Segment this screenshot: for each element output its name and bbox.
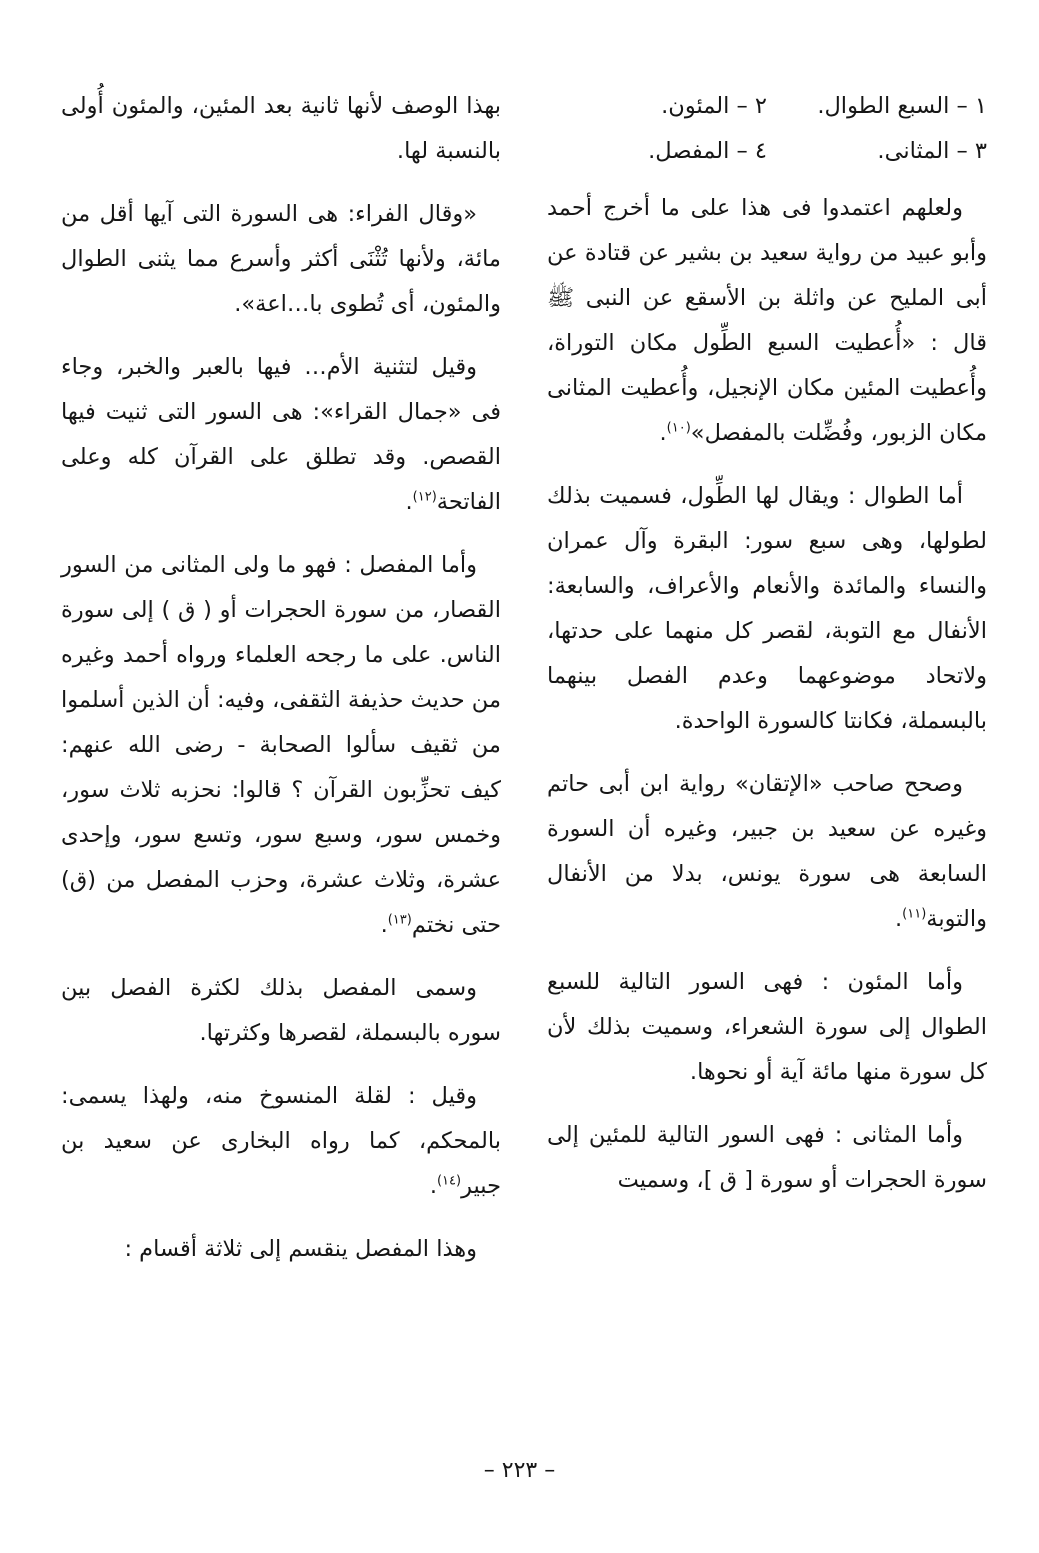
paragraph-text: وهذا المفصل ينقسم إلى ثلاثة أقسام : [124,1236,477,1262]
paragraph [547,960,987,1095]
paragraph-end: . [405,489,413,515]
paragraph-text: أما الطوال : ويقال لها الطِّول، فسميت بذلك لطولها، وهى سبع سور: البقرة وآل عمران والنساء والمائدة والأنعام والأعراف، والسابعة: الأنفال مع التوبة، لقصر كل منهما على حدتها، ولاتحاد موضوعهما وعدم الفصل بينهما بالبسملة، فكانتا كالسورة الواحدة. [547,483,987,734]
footnote-ref: (١١) [902,906,927,922]
left-column [61,84,501,1290]
paragraph-end: . [895,906,903,932]
paragraph [61,345,501,525]
paragraph [61,84,501,174]
paragraph-text: وقيل : لقلة المنسوخ منه، ولهذا يسمى: بالمحكم، كما رواه البخارى عن سعيد بن جبير [61,1083,501,1199]
page-number: – ٢٢٣ – [483,1458,556,1483]
category-item-2: ٢ – المئون. [661,93,767,119]
paragraph-end: . [380,912,388,938]
paragraph-text: «وقال الفراء: هى السورة التى آيها أقل من مائة، ولأنها تُثْنَى أكثر وأسرع مما يثنى الطوال والمئون، أى تُطوى با…اعة». [61,201,501,317]
category-item-3: ٣ – المثانى. [877,138,987,164]
paragraph [547,474,987,744]
paragraph [61,543,501,948]
category-item-4: ٤ – المفصل. [648,138,767,164]
paragraph [547,186,987,456]
footnote-ref: (١٢) [412,489,437,505]
paragraph-text: وصحح صاحب «الإتقان» رواية ابن أبى حاتم وغيره عن سعيد بن جبير، وغيره أن السورة السابعة هى سورة يونس، بدلا من الأنفال والتوبة [547,771,987,932]
paragraph [61,1227,501,1272]
category-item-1: ١ – السبع الطوال. [817,93,987,119]
paragraph-text: وأما المئون : فهى السور التالية للسبع الطوال إلى سورة الشعراء، وسميت بذلك لأن كل سورة منها مائة آية أو نحوها. [547,969,987,1085]
paragraph [547,762,987,942]
paragraph [547,1113,987,1203]
paragraph-end: . [429,1173,437,1199]
paragraph [61,1074,501,1209]
footnote-ref: (١٣) [387,912,412,928]
footnote-ref: (١٠) [666,420,691,436]
right-column [547,84,987,1221]
footnote-ref: (١٤) [436,1173,462,1189]
surah-categories-list [547,84,987,174]
paragraph [61,966,501,1056]
paragraph-text: وأما المثانى : فهى السور التالية للمئين إلى سورة الحجرات أو سورة [ ق ]، وسميت [547,1122,987,1193]
paragraph-text: بهذا الوصف لأنها ثانية بعد المئين، والمئون أُولى بالنسبة لها. [61,93,501,164]
paragraph-text: وأما المفصل : فهو ما ولى المثانى من السور القصار، من سورة الحجرات أو ( ق ) إلى سورة الناس. على ما رجحه العلماء ورواه أحمد وغيره من حديث حذيفة الثقفى، وفيه: أن الذين أسلموا من ثقيف سألوا الصحابة - رضى الله عنهم: كيف تحزِّبون القرآن ؟ قالوا: نحزبه ثلاث سور، وخمس سور، وسبع سور، وتسع سور، وإحدى عشرة، وثلاث عشرة، وحزب المفصل من (ق) حتى نختم [61,552,501,938]
paragraph [61,192,501,327]
paragraph-text: وسمى المفصل بذلك لكثرة الفصل بين سوره بالبسملة، لقصرها وكثرتها. [61,975,501,1046]
paragraph-end: . [659,420,667,446]
paragraph-text: وقيل لتثنية الأم… فيها بالعبر والخبر، وجاء فى «جمال القراء»: هى السور التى ثنيت فيها القصص. وقد تطلق على القرآن كله وعلى الفاتحة [61,354,501,515]
paragraph-text: ولعلهم اعتمدوا فى هذا على ما أخرج أحمد وأبو عبيد من رواية سعيد بن بشير عن قتادة عن أبى المليح عن واثلة بن الأسقع عن النبى ﷺ قال : «أُعطيت السبع الطِّول مكان التوراة، وأُعطيت المئين مكان الإنجيل، وأُعطيت المثانى مكان الزبور، وفُضِّلت بالمفصل» [547,195,987,446]
